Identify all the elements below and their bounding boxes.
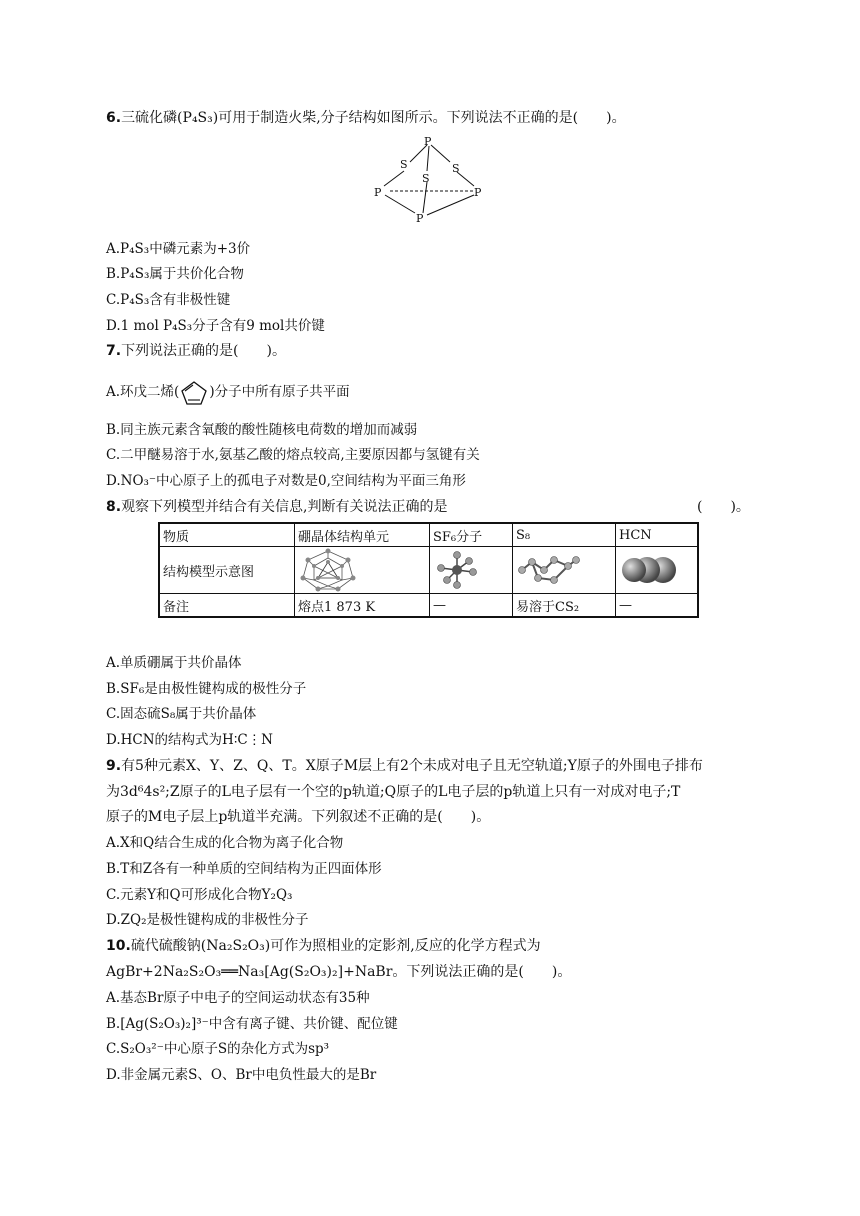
q9-number: 9.	[106, 758, 122, 774]
q8-option-c: C.固态硫S₈属于共价晶体	[106, 706, 257, 722]
sf6-molecule-icon	[433, 550, 483, 590]
p-atom-top: P	[424, 135, 432, 148]
q10-stem	[106, 937, 541, 955]
table-cell: 易溶于CS₂	[513, 594, 616, 618]
table-cell	[616, 547, 699, 594]
table-header-row	[159, 523, 698, 547]
table-note-row	[159, 594, 698, 618]
boron-icosahedron-icon	[298, 548, 358, 592]
q6-number: 6.	[106, 110, 122, 126]
table-cell: 熔点1 873 K	[295, 594, 430, 618]
s-atom-left: S	[400, 158, 408, 171]
q6-option-c: C.P₄S₃含有非极性键	[106, 292, 231, 308]
table-cell: 物质	[159, 523, 295, 547]
q10-option-a: A.基态Br原子中电子的空间运动状态有35种	[106, 990, 370, 1006]
table-cell	[430, 547, 513, 594]
q10-stem-text: 硫代硫酸钠(Na₂S₂O₃)可作为照相业的定影剂,反应的化学方程式为	[130, 938, 541, 954]
q7-number: 7.	[106, 343, 122, 359]
table-cell: —	[616, 594, 699, 618]
p4s3-structure-diagram	[370, 133, 490, 228]
q9-stem-line-2: 为3d⁶4s²;Z原子的L电子层有一个空的p轨道;Q原子的L电子层的p轨道上只有一对成对电子;T	[106, 784, 681, 800]
table-cell: 备注	[159, 594, 295, 618]
q8-answer-bracket: ( )。	[697, 499, 750, 515]
q9-stem-text-1: 有5种元素X、Y、Z、Q、T。X原子M层上有2个未成对电子且无空轨道;Y原子的外围电子排布	[121, 758, 703, 774]
q8-stem	[106, 498, 448, 516]
q10-number: 10.	[106, 938, 131, 954]
s8-ring-icon	[516, 550, 582, 590]
table-cell: S₈	[513, 523, 616, 547]
table-cell: HCN	[616, 523, 699, 547]
p-atom-left: P	[374, 186, 382, 199]
table-cell: 硼晶体结构单元	[295, 523, 430, 547]
q6-option-a: A.P₄S₃中磷元素为+3价	[106, 241, 251, 257]
q6-stem	[106, 109, 626, 127]
table-cell: —	[430, 594, 513, 618]
q7-stem-text: 下列说法正确的是( )。	[121, 343, 286, 359]
q8-stem-text: 观察下列模型并结合有关信息,判断有关说法正确的是	[121, 499, 448, 515]
q7-stem	[106, 342, 286, 360]
q10-option-b: B.[Ag(S₂O₃)₂]³⁻中含有离子键、共价键、配位键	[106, 1016, 398, 1032]
table-cell	[513, 547, 616, 594]
q10-option-d: D.非金属元素S、O、Br中电负性最大的是Br	[106, 1067, 377, 1083]
q9-stem-line-1	[106, 757, 703, 775]
table-cell: SF₆分子	[430, 523, 513, 547]
q8-number: 8.	[106, 499, 122, 515]
table-model-row	[159, 547, 698, 594]
table-cell	[295, 547, 430, 594]
q9-option-d: D.ZQ₂是极性键构成的非极性分子	[106, 912, 309, 928]
q7-option-a-post: )分子中所有原子共平面	[209, 384, 350, 400]
q7-option-b: B.同主族元素含氧酸的酸性随核电荷数的增加而减弱	[106, 422, 418, 438]
q9-option-a: A.X和Q结合生成的化合物为离子化合物	[106, 835, 344, 851]
q9-option-b: B.T和Z各有一种单质的空间结构为正四面体形	[106, 861, 382, 877]
q8-option-d: D.HCN的结构式为H∶C⋮N	[106, 732, 273, 748]
q6-option-b: B.P₄S₃属于共价化合物	[106, 266, 244, 282]
q6-stem-text: 三硫化磷(P₄S₃)可用于制造火柴,分子结构如图所示。下列说法不正确的是( )。	[121, 110, 626, 126]
q10-option-c: C.S₂O₃²⁻中心原子S的杂化方式为sp³	[106, 1041, 330, 1057]
q10-equation: AgBr+2Na₂S₂O₃══Na₃[Ag(S₂O₃)₂]+NaBr。下列说法正确的是( )。	[106, 964, 572, 980]
hcn-spacefill-icon	[619, 552, 679, 588]
s-atom-right: S	[452, 162, 460, 175]
q7-option-c: C.二甲醚易溶于水,氨基乙酸的熔点较高,主要原因都与氢键有关	[106, 447, 480, 463]
cyclopentadiene-icon	[179, 379, 209, 407]
q8-option-a: A.单质硼属于共价晶体	[106, 655, 242, 671]
s-atom-center: S	[422, 172, 430, 185]
q7-option-a	[106, 377, 350, 407]
q8-model-table	[158, 522, 699, 618]
q9-stem-line-3: 原子的M电子层上p轨道半充满。下列叙述不正确的是( )。	[106, 809, 491, 825]
p-atom-right: P	[474, 186, 482, 199]
q7-option-d: D.NO₃⁻中心原子上的孤电子对数是0,空间结构为平面三角形	[106, 473, 466, 489]
table-cell: 结构模型示意图	[159, 547, 295, 594]
p-atom-bottom: P	[416, 212, 424, 225]
q6-option-d: D.1 mol P₄S₃分子含有9 mol共价键	[106, 318, 325, 334]
q8-option-b: B.SF₆是由极性键构成的极性分子	[106, 681, 307, 697]
q7-option-a-pre: A.环戊二烯(	[106, 384, 180, 400]
q9-option-c: C.元素Y和Q可形成化合物Y₂Q₃	[106, 887, 293, 903]
